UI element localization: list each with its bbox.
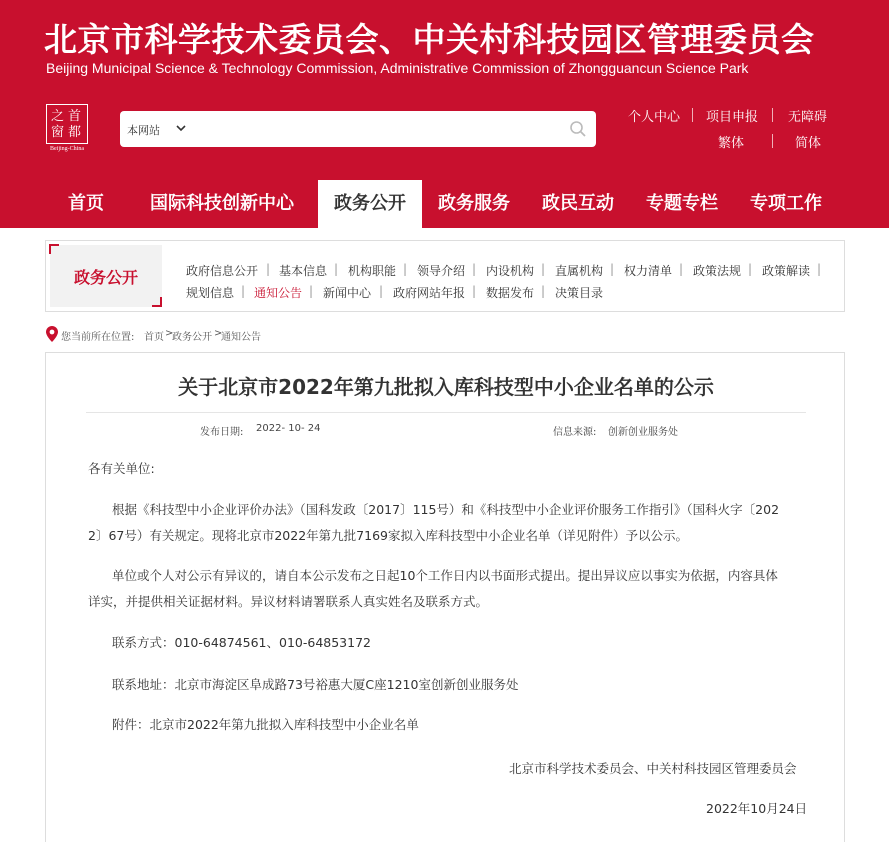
submenu-separator: |	[334, 262, 339, 276]
paragraph-line: 单位或个人对公示有异议的，请自本公示发布之日起10个工作日内以书面形式提出。提出异议应以事实为依据，内容具体	[112, 568, 778, 583]
submenu-separator: |	[472, 262, 477, 276]
submenu-item[interactable]: 政策法规	[693, 264, 742, 278]
contact-phone: 联系方式：010-64874561、010-64853172	[112, 635, 371, 650]
submenu-item[interactable]: 领导介绍	[417, 264, 466, 278]
publish-date-label: 发布日期:	[200, 427, 244, 438]
paragraph-line: 根据《科技型中小企业评价办法》（国科发政〔2017〕115号）和《科技型中小企业评价服务工作指引》（国科火字〔202	[112, 502, 780, 517]
title-divider	[86, 412, 806, 413]
site-title: 北京市科学技术委员会、中关村科技园区管理委员会	[44, 20, 815, 59]
submenu-item[interactable]: 政策解读	[762, 264, 811, 278]
nav-gov-services[interactable]: 政务服务	[438, 193, 510, 214]
simplified-chinese-link[interactable]: 简体	[795, 136, 822, 151]
search-bar	[120, 111, 596, 147]
personal-center-link[interactable]: 个人中心	[628, 110, 681, 125]
submenu-item[interactable]: 数据发布	[486, 286, 535, 300]
nav-special-work[interactable]: 专项工作	[750, 193, 822, 214]
signature: 北京市科学技术委员会、中关村科技园区管理委员会	[509, 761, 797, 776]
corner-decoration	[49, 244, 59, 254]
site-header	[0, 0, 889, 180]
main-nav	[0, 180, 889, 228]
nav-special-topics[interactable]: 专题专栏	[646, 193, 718, 214]
divider	[772, 108, 773, 122]
breadcrumb-prefix: 您当前所在位置:	[61, 332, 135, 343]
nav-gov-affairs-open[interactable]: 政务公开	[318, 180, 422, 230]
logo-caption: Beijing-China	[50, 146, 84, 152]
attachment-link[interactable]: 附件：北京市2022年第九批拟入库科技型中小企业名单	[112, 717, 419, 732]
submenu-separator: |	[403, 262, 408, 276]
breadcrumb-gov-affairs[interactable]: 政务公开	[172, 332, 212, 343]
salutation: 各有关单位:	[88, 461, 155, 476]
submenu-item[interactable]: 决策目录	[555, 286, 604, 300]
corner-decoration	[152, 297, 162, 307]
submenu-item[interactable]: 直属机构	[555, 264, 604, 278]
submenu-separator: |	[472, 284, 477, 298]
source-value: 创新创业服务处	[608, 427, 678, 438]
breadcrumb-home[interactable]: 首页	[144, 332, 164, 343]
submenu-item[interactable]: 权力清单	[624, 264, 673, 278]
submenu-item[interactable]: 机构职能	[348, 264, 397, 278]
submenu-item[interactable]: 政府网站年报	[393, 286, 466, 300]
paragraph-line: 2〕67号）有关规定。现将北京市2022年第九批7169家拟入库科技型中小企业名单（详见附件）予以公示。	[88, 528, 688, 543]
search-scope-select[interactable]: 本网站	[127, 124, 160, 137]
nav-public-interaction[interactable]: 政民互动	[542, 193, 614, 214]
submenu-separator: |	[541, 262, 546, 276]
submenu-item[interactable]: 政府信息公开	[186, 264, 259, 278]
submenu-separator: |	[309, 284, 314, 298]
logo-char: 窗	[51, 125, 65, 140]
breadcrumb-separator: >	[214, 328, 223, 339]
accessibility-link[interactable]: 无障碍	[788, 110, 828, 125]
submenu-label: 政务公开	[73, 268, 138, 287]
submenu-item[interactable]: 内设机构	[486, 264, 535, 278]
submenu-separator: |	[610, 262, 615, 276]
logo-char: 之	[51, 109, 65, 124]
divider	[772, 134, 773, 148]
search-input[interactable]	[200, 117, 550, 141]
article-container	[45, 352, 845, 842]
submenu-item[interactable]: 新闻中心	[323, 286, 372, 300]
location-pin-icon	[46, 326, 58, 342]
submenu-separator: |	[679, 262, 684, 276]
paragraph-line: 详实，并提供相关证据材料。异议材料请署联系人真实姓名及联系方式。	[88, 594, 489, 609]
submenu-box	[45, 240, 845, 312]
logo-char: 都	[68, 125, 82, 140]
submenu-separator: |	[541, 284, 546, 298]
submenu-item[interactable]: 基本信息	[279, 264, 328, 278]
traditional-chinese-link[interactable]: 繁体	[718, 136, 745, 151]
submenu-separator: |	[266, 262, 271, 276]
chevron-down-icon[interactable]	[175, 123, 187, 133]
nav-home[interactable]: 首页	[68, 193, 104, 214]
breadcrumb-notices[interactable]: 通知公告	[221, 332, 261, 343]
site-subtitle: Beijing Municipal Science & Technology Commission, Administrative Commission of Zhongguancun Science Park	[46, 60, 749, 76]
capital-window-logo[interactable]	[46, 104, 88, 154]
search-icon[interactable]	[569, 120, 587, 138]
submenu-separator: |	[241, 284, 246, 298]
divider	[692, 108, 693, 122]
nav-intl-innovation-center[interactable]: 国际科技创新中心	[150, 193, 294, 214]
breadcrumb-separator: >	[165, 328, 174, 339]
article-title: 关于北京市2022年第九批拟入库科技型中小企业名单的公示	[178, 375, 714, 399]
submenu-separator: |	[379, 284, 384, 298]
project-apply-link[interactable]: 项目申报	[706, 110, 759, 125]
submenu-separator: |	[748, 262, 753, 276]
sign-date: 2022年10月24日	[706, 801, 808, 816]
submenu-item-active[interactable]: 通知公告	[254, 286, 303, 300]
contact-address: 联系地址：北京市海淀区阜成路73号裕惠大厦C座1210室创新创业服务处	[112, 677, 519, 692]
publish-date-value: 2022- 10- 24	[256, 423, 321, 434]
source-label: 信息来源:	[553, 427, 597, 438]
submenu-label-box	[50, 245, 162, 307]
submenu-separator: |	[817, 262, 822, 276]
submenu-item[interactable]: 规划信息	[186, 286, 235, 300]
logo-char: 首	[68, 109, 82, 124]
